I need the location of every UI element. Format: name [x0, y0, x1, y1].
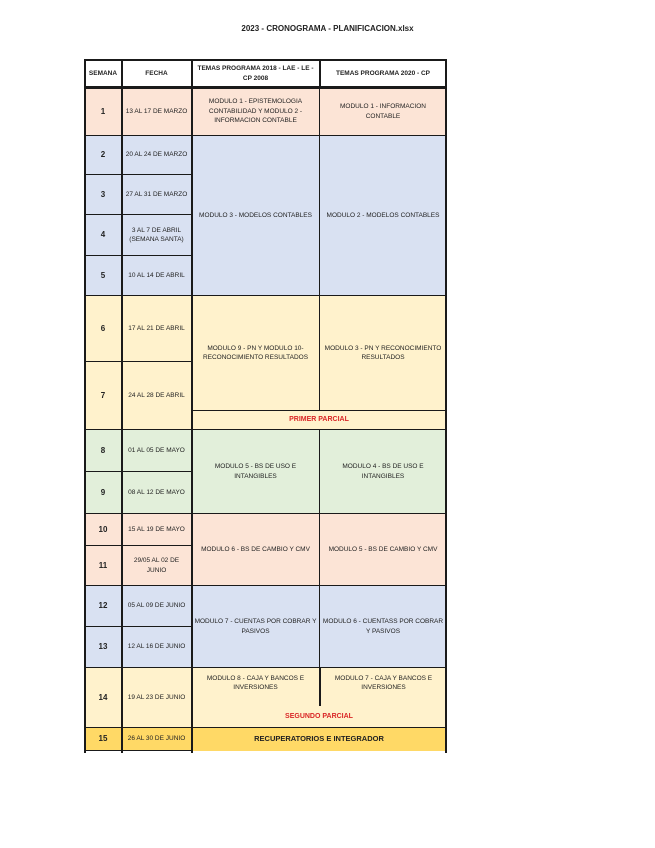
week-number: 9 [84, 471, 122, 514]
week-number: 2 [84, 135, 122, 175]
week-date: 24 AL 28 DE ABRIL [121, 361, 192, 430]
week-number: 8 [84, 429, 122, 472]
segundo-parcial-label: SEGUNDO PARCIAL [285, 712, 353, 720]
week-date: 10 AL 14 DE ABRIL [121, 255, 192, 296]
week-number: 4 [84, 214, 122, 256]
topic-2018: MODULO 3 - MODELOS CONTABLES [191, 135, 320, 296]
week-date: 01 AL 05 DE MAYO [121, 429, 192, 472]
week-date: 26 AL 30 DE JUNIO [121, 727, 192, 751]
topic-2020: MODULO 5 - BS DE CAMBIO Y CMV [319, 513, 447, 586]
week-number: 5 [84, 255, 122, 296]
week-date: 20 AL 24 DE MARZO [121, 135, 192, 175]
week-date: 17 AL 21 DE ABRIL [121, 295, 192, 362]
week-date: 12 AL 16 DE JUNIO [121, 626, 192, 668]
column-divider [319, 59, 321, 88]
week-number: 12 [84, 585, 122, 627]
week-number: 14 [84, 667, 122, 728]
column-divider [319, 668, 321, 706]
topic-2020: MODULO 1 - INFORMACION CONTABLE [319, 87, 447, 136]
week-date: 3 AL 7 DE ABRIL (SEMANA SANTA) [121, 214, 192, 256]
header-fecha: FECHA [121, 59, 192, 88]
topic-2018: MODULO 7 - CUENTAS POR COBRAR Y PASIVOS [191, 585, 320, 668]
week-number: 3 [84, 174, 122, 215]
header-programa-2018: TEMAS PROGRAMA 2018 - LAE - LE - CP 2008 [191, 59, 320, 88]
week-date: 15 AL 19 DE MAYO [121, 513, 192, 546]
column-divider [121, 59, 123, 753]
document-title: 2023 - CRONOGRAMA - PLANIFICACION.xlsx [241, 24, 414, 33]
topic-2018: MODULO 6 - BS DE CAMBIO Y CMV [191, 513, 320, 586]
schedule-table [84, 59, 447, 753]
topic-2020: MODULO 4 - BS DE USO E INTANGIBLES [319, 429, 447, 514]
week-date: 27 AL 31 DE MARZO [121, 174, 192, 215]
topic-2018: MODULO 9 - PN Y MODULO 10- RECONOCIMIENTO RESULTADOS [191, 295, 320, 411]
week-date: 05 AL 09 DE JUNIO [121, 585, 192, 627]
week-number: 15 [84, 727, 122, 751]
week-date: 08 AL 12 DE MAYO [121, 471, 192, 514]
column-divider [191, 59, 193, 753]
week-number: 10 [84, 513, 122, 546]
topic-2020: MODULO 2 - MODELOS CONTABLES [319, 135, 447, 296]
topic-2020: MODULO 6 - CUENTASS POR COBRAR Y PASIVOS [319, 585, 447, 668]
week-number: 13 [84, 626, 122, 668]
week-number: 1 [84, 87, 122, 136]
topic-2018: MODULO 5 - BS DE USO E INTANGIBLES [191, 429, 320, 514]
week-number: 7 [84, 361, 122, 430]
topic-2018: MODULO 1 - EPISTEMOLOGIA CONTABILIDAD Y MODULO 2 - INFORMACION CONTABLE [191, 87, 320, 136]
week-date: 19 AL 23 DE JUNIO [121, 667, 192, 728]
recuperatorios-label: RECUPERATORIOS E INTEGRADOR [191, 727, 447, 751]
week-number: 11 [84, 545, 122, 586]
header-programa-2020: TEMAS PROGRAMA 2020 - CP [319, 59, 447, 88]
header-semana: SEMANA [84, 59, 122, 88]
week-date: 13 AL 17 DE MARZO [121, 87, 192, 136]
topic-2020: MODULO 3 - PN Y RECONOCIMIENTO RESULTADOS [319, 295, 447, 411]
topic-2018: MODULO 8 - CAJA Y BANCOS E INVERSIONES [192, 668, 319, 706]
primer-parcial-label: PRIMER PARCIAL [191, 410, 447, 430]
week-date: 29/05 AL 02 DE JUNIO [121, 545, 192, 586]
topic-2020: MODULO 7 - CAJA Y BANCOS E INVERSIONES [321, 668, 446, 706]
week-number: 6 [84, 295, 122, 362]
